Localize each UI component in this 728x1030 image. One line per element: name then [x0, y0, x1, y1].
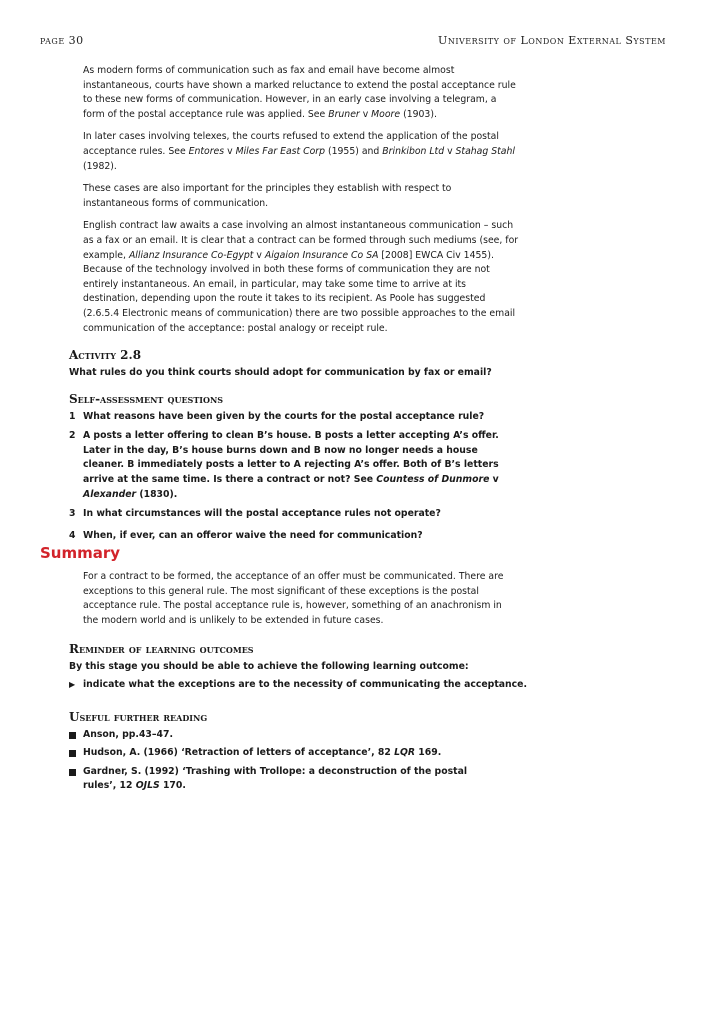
- list-item: Anson, pp.43–47.: [69, 728, 479, 743]
- activity-heading: Activity 2.8: [69, 348, 142, 362]
- list-item: 4 When, if ever, can an offeror waive the need for communication?: [69, 529, 423, 541]
- list-item: ▶ indicate what the exceptions are to the necessity of communicating the acceptance.: [69, 678, 529, 693]
- self-assessment-section: [69, 392, 517, 548]
- summary-text: For a contract to be formed, the acceptance of an offer must be communicated. There are exceptions to this general rule. The most significant of these exceptions is the postal acceptance rule. The postal acceptance rule is, however, something of an anachronism in the modern world and is unlikely to be extended in future cases.: [83, 571, 504, 626]
- bullet-arrow-icon: ▶: [69, 680, 76, 690]
- bullet-square-icon: [69, 750, 76, 757]
- list-item: 3 In what circumstances will the postal acceptance rules not operate?: [69, 508, 441, 520]
- bullet-square-icon: [69, 769, 76, 776]
- reminder-heading: Reminder of learning outcomes: [69, 642, 254, 656]
- reading-heading: Useful further reading: [69, 710, 208, 724]
- publisher-label: University of London External System: [438, 34, 666, 47]
- paragraph: These cases are also important for the principles they establish with respect to instantaneous forms of communication.: [83, 183, 452, 209]
- list-item: Gardner, S. (1992) ‘Trashing with Trollope: a deconstruction of the postal rules’, 12 OJLS 170.: [69, 765, 479, 794]
- activity-section: [69, 348, 529, 380]
- list-item: 1 What reasons have been given by the courts for the postal acceptance rule?: [69, 410, 485, 422]
- reading-section: [69, 710, 479, 798]
- page-number: page 30: [40, 34, 84, 47]
- list-item: Hudson, A. (1966) ‘Retraction of letters of acceptance’, 82 LQR 169.: [69, 746, 479, 761]
- intro-text: [83, 64, 519, 344]
- paragraph: As modern forms of communication such as fax and email have become almost instantaneous, courts have shown a marked reluctance to extend the postal acceptance rule to these new forms of communication. However, in an early case involving a telegram, a form of the postal acceptance rule was applied. See Bruner v Moore (1903).: [83, 65, 516, 120]
- activity-text: What rules do you think courts should adopt for communication by fax or email?: [69, 366, 492, 378]
- summary-title: Summary: [40, 544, 121, 562]
- paragraph: In later cases involving telexes, the courts refused to extend the application of the postal acceptance rules. See Entores v Miles Far East Corp (1955) and Brinkibon Ltd v Stahag Stahl (1982).: [83, 131, 515, 172]
- running-header: [40, 34, 666, 47]
- bullet-square-icon: [69, 732, 76, 739]
- list-item: 2 A posts a letter offering to clean B’s house. B posts a letter accepting A’s offer. Later in the day, B’s house burns down and B now no longer needs a house cleaner. B immediately posts a letter to A rejecting A’s offer. Both of B’s letters arrive at the same time. Is there a contract or not? See Countess of Dunmore v Alexander (1830).: [69, 430, 499, 500]
- reminder-intro: By this stage you should be able to achieve the following learning outcome:: [69, 660, 469, 672]
- self-assessment-heading: Self-assessment questions: [69, 392, 224, 406]
- question-list: [69, 410, 517, 544]
- reminder-section: [69, 642, 529, 697]
- paragraph: English contract law awaits a case involving an almost instantaneous communication – such as a fax or an email. It is clear that a contract can be formed through such mediums (see, for example, Allianz Insurance Co-Egypt v Aigaion Insurance Co SA [2008] EWCA Civ 1455). Because of the technology involved in both these forms of communication they are not entirely instantaneous. An email, in particular, may take some time to arrive at its destination, depending upon the route it takes to its recipient. As Poole has suggested (2.6.5.4 Electronic means of communication) there are two possible approaches to the email communication of the acceptance: postal analogy or receipt rule.: [83, 220, 519, 334]
